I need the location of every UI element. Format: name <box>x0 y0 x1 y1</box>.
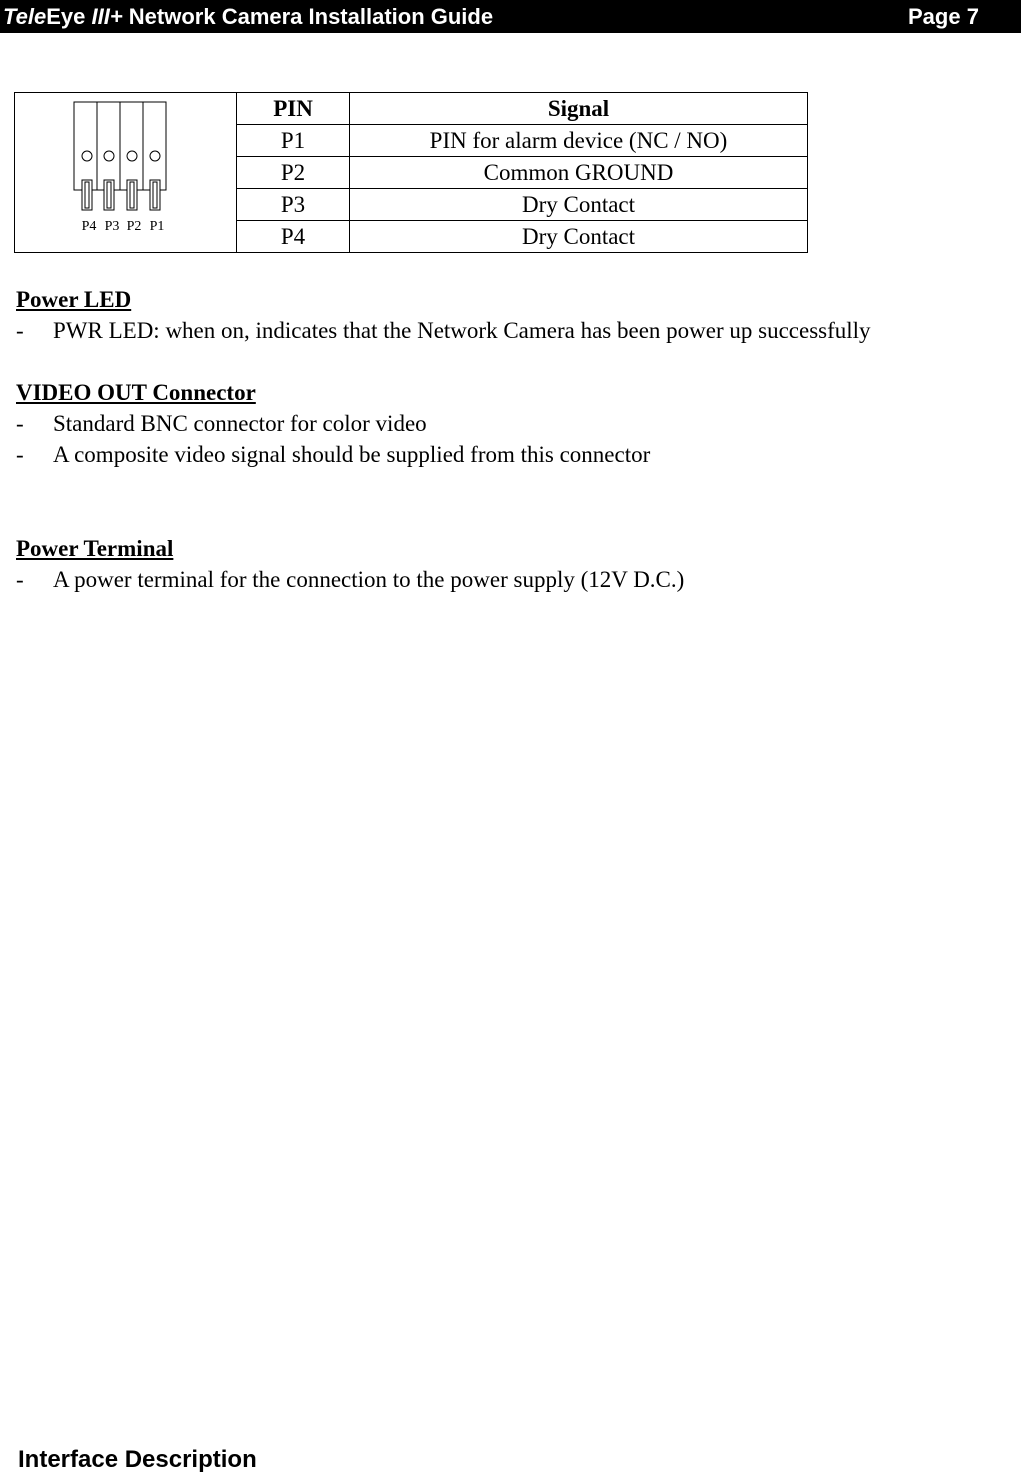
header-edge-rule <box>1020 0 1034 33</box>
guide-title: Network Camera Installation Guide <box>122 4 494 29</box>
connector-diagram-cell <box>15 93 237 253</box>
video-out-text-1: Standard BNC connector for color video <box>53 411 427 436</box>
list-item: - A composite video signal should be supplied from this connector <box>16 442 651 467</box>
signal-column-header: Signal <box>350 93 808 125</box>
list-item: - A power terminal for the connection to the power supply (12V D.C.) <box>16 567 685 592</box>
pin-cell: P1 <box>237 125 350 157</box>
brand-tele: Tele <box>3 4 47 29</box>
power-terminal-heading: Power Terminal <box>16 536 174 561</box>
diagram-label-p4: P4 <box>81 219 97 234</box>
diagram-label-p2: P2 <box>126 219 142 234</box>
signal-cell: PIN for alarm device (NC / NO) <box>350 125 808 157</box>
pin-cell: P3 <box>237 189 350 221</box>
power-led-text: PWR LED: when on, indicates that the Network Camera has been power up successfully <box>53 318 871 343</box>
page-header <box>0 0 1020 33</box>
brand-model: III+ <box>91 4 123 29</box>
diagram-label-p3: P3 <box>104 219 120 234</box>
power-led-heading: Power LED <box>16 287 132 312</box>
pin-cell: P2 <box>237 157 350 189</box>
connector-diagram <box>15 94 236 244</box>
footer-title: Interface Description <box>18 1446 257 1473</box>
signal-cell: Dry Contact <box>350 221 808 253</box>
list-item: - PWR LED: when on, indicates that the Network Camera has been power up successfully <box>16 318 871 343</box>
diagram-label-p1: P1 <box>149 219 165 234</box>
pin-column-header: PIN <box>237 93 350 125</box>
power-terminal-text: A power terminal for the connection to the power supply (12V D.C.) <box>53 567 685 592</box>
signal-cell: Dry Contact <box>350 189 808 221</box>
signal-cell: Common GROUND <box>350 157 808 189</box>
brand-eye: Eye <box>46 4 92 29</box>
pin-table <box>14 92 808 253</box>
pin-cell: P4 <box>237 221 350 253</box>
video-out-heading: VIDEO OUT Connector <box>16 380 256 405</box>
header-title <box>3 0 493 33</box>
list-item: - Standard BNC connector for color video <box>16 411 427 436</box>
page-number: Page 7 <box>908 4 979 29</box>
video-out-text-2: A composite video signal should be supplied from this connector <box>53 442 651 467</box>
